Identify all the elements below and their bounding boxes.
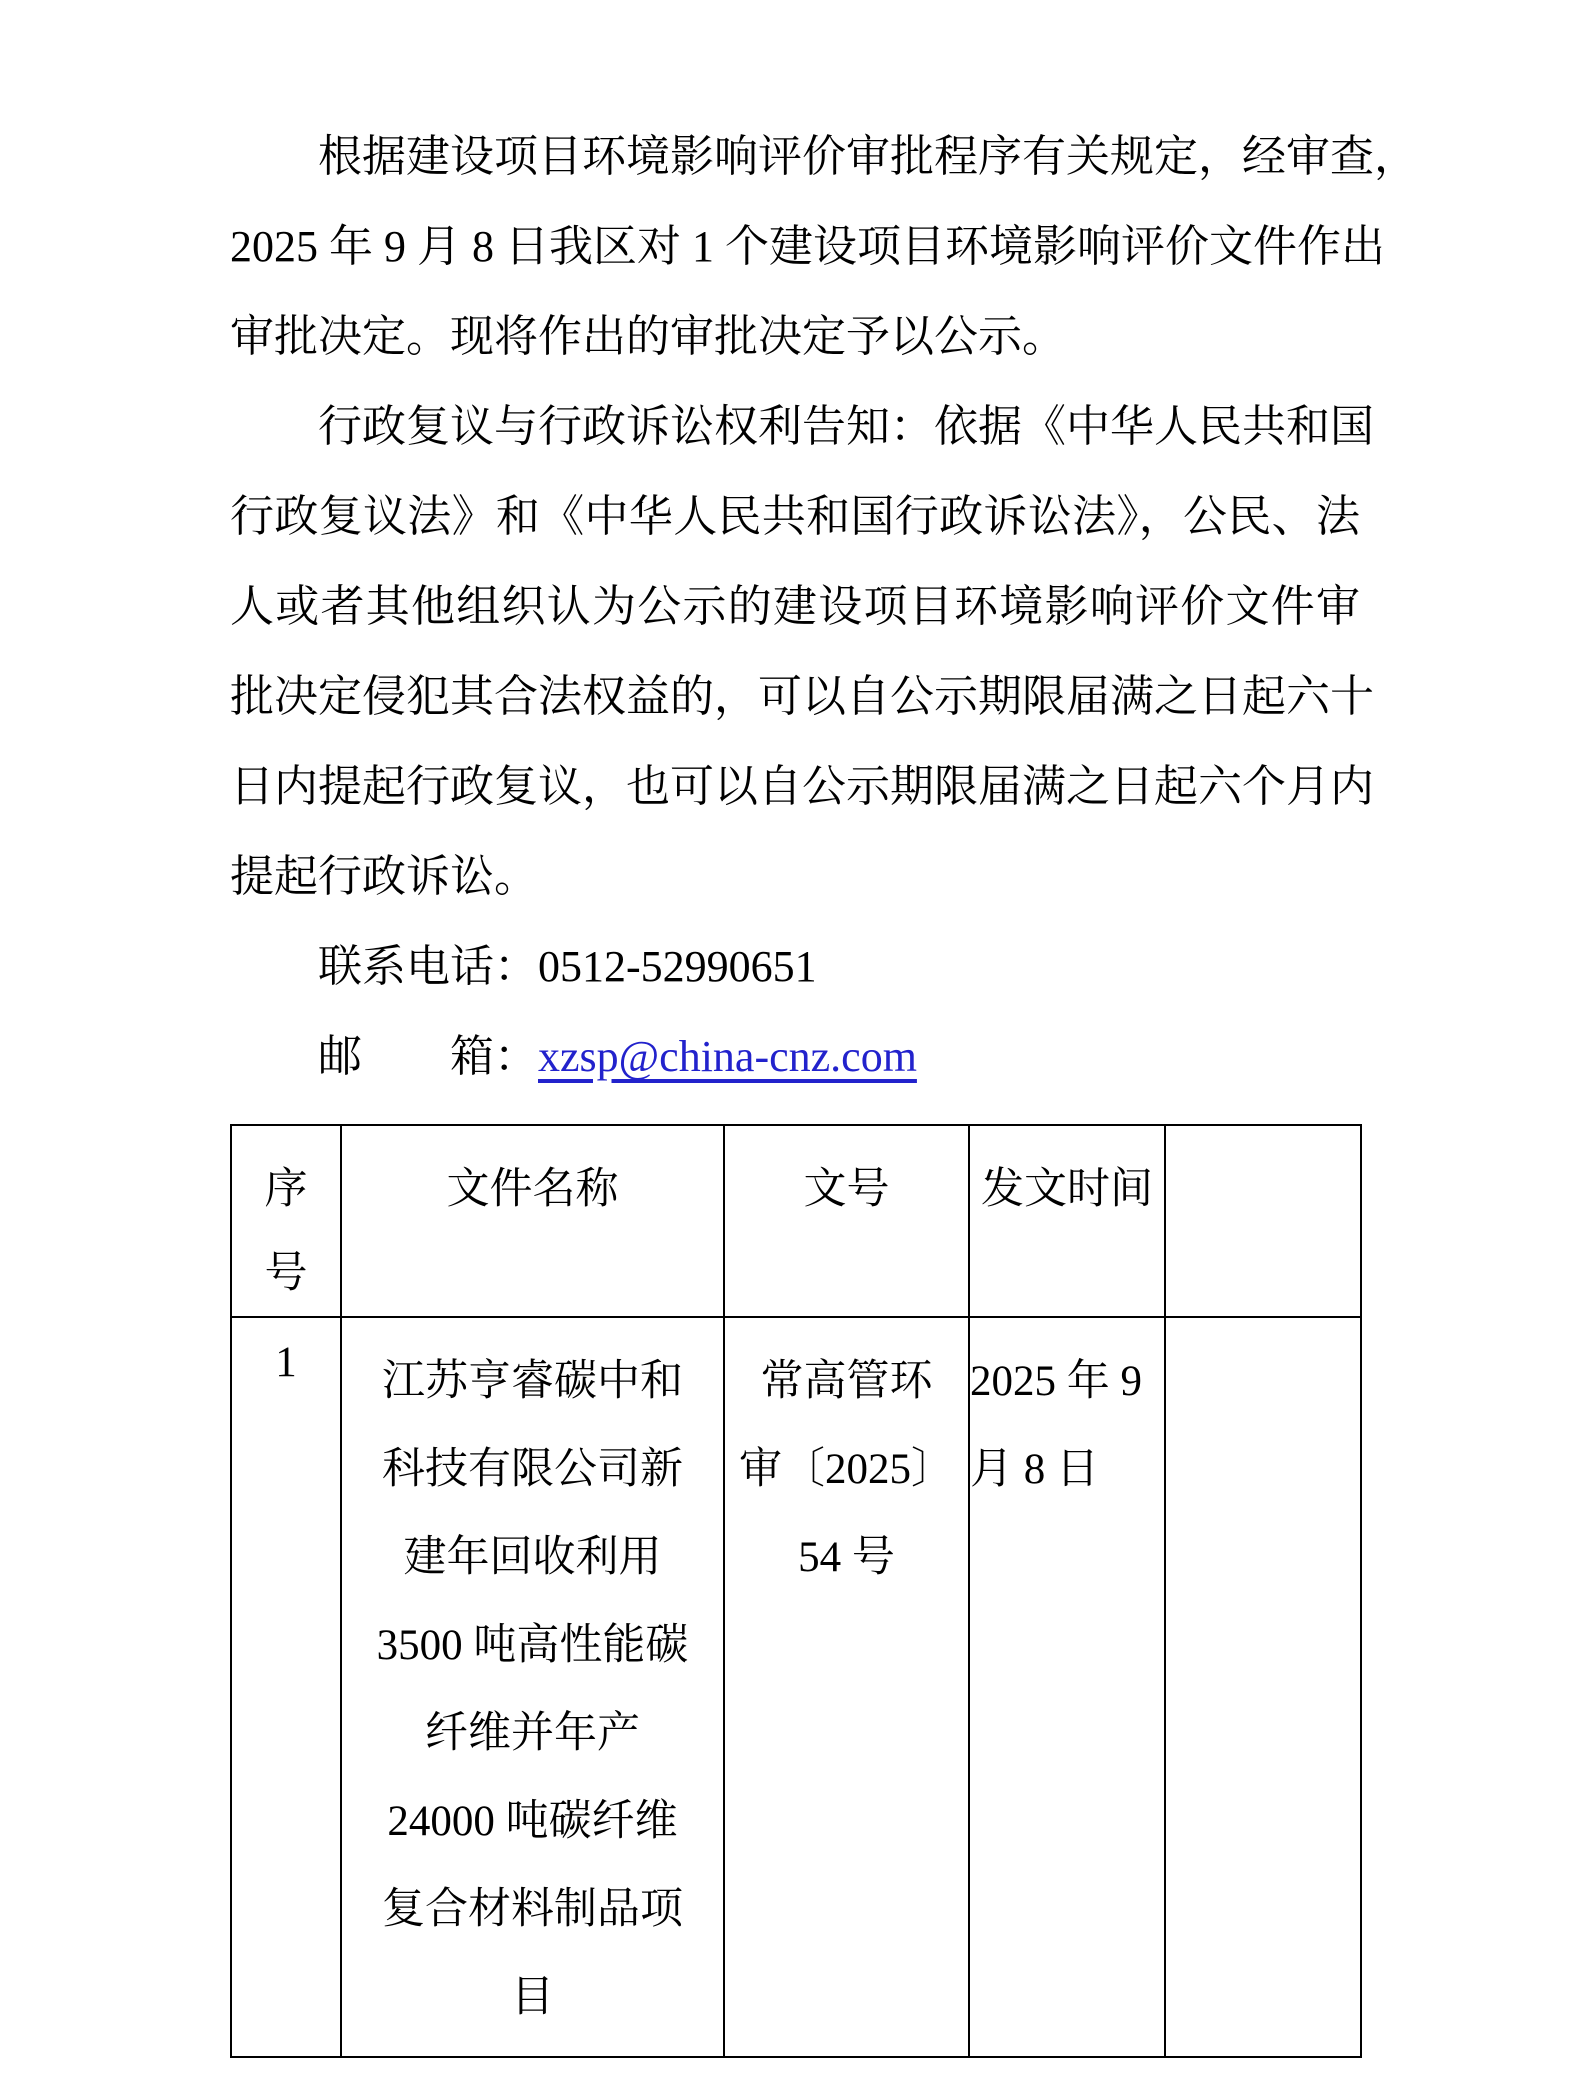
- contact-phone-text: 联系电话：0512-52990651: [318, 942, 817, 991]
- cell-doc-number: 常高管环 审〔2025〕 54 号: [724, 1317, 969, 2057]
- email-link[interactable]: xzsp@china-cnz.com: [538, 1032, 917, 1081]
- cell-file-name: 江苏亨睿碳中和 科技有限公司新 建年回收利用 3500 吨高性能碳 纤维并年产 24000 吨碳纤维 复合材料制品项 目: [341, 1317, 724, 2057]
- header-doc-number: 文号: [724, 1125, 969, 1317]
- document-content: [230, 112, 1418, 2058]
- email-line: [230, 1012, 1360, 1102]
- header-file-name: 文件名称: [341, 1125, 724, 1317]
- table-header-row: [231, 1125, 1361, 1317]
- table-row: [231, 1317, 1361, 2057]
- header-empty: [1165, 1125, 1361, 1317]
- paragraph-approval-decision: 根据建设项目环境影响评价审批程序有关规定，经审查， 2025 年 9 月 8 日我区对 1 个建设项目环境影响评价文件作出 审批决定。现将作出的审批决定予以公示。: [230, 132, 1418, 361]
- paragraph-rights-notice: 行政复议与行政诉讼权利告知：依据《中华人民共和国 行政复议法》和《中华人民共和国行政诉讼法》，公民、法 人或者其他组织认为公示的建设项目环境影响评价文件审 批决定侵犯其合法权益的，可以自公示期限届满之日起六十 日内提起行政复议，也可以自公示期限届满之日起六个月内 提起行政诉讼。: [230, 402, 1374, 901]
- cell-issue-date: 2025 年 9 月 8 日: [969, 1317, 1165, 2057]
- approval-table: [230, 1124, 1362, 2058]
- header-issue-date: 发文时间: [969, 1125, 1165, 1317]
- cell-empty: [1165, 1317, 1361, 2057]
- contact-phone-line: [230, 922, 1360, 1012]
- email-label: 邮 箱：: [318, 1032, 538, 1081]
- header-seq: 序号: [231, 1125, 341, 1317]
- cell-seq: 1: [231, 1317, 341, 2057]
